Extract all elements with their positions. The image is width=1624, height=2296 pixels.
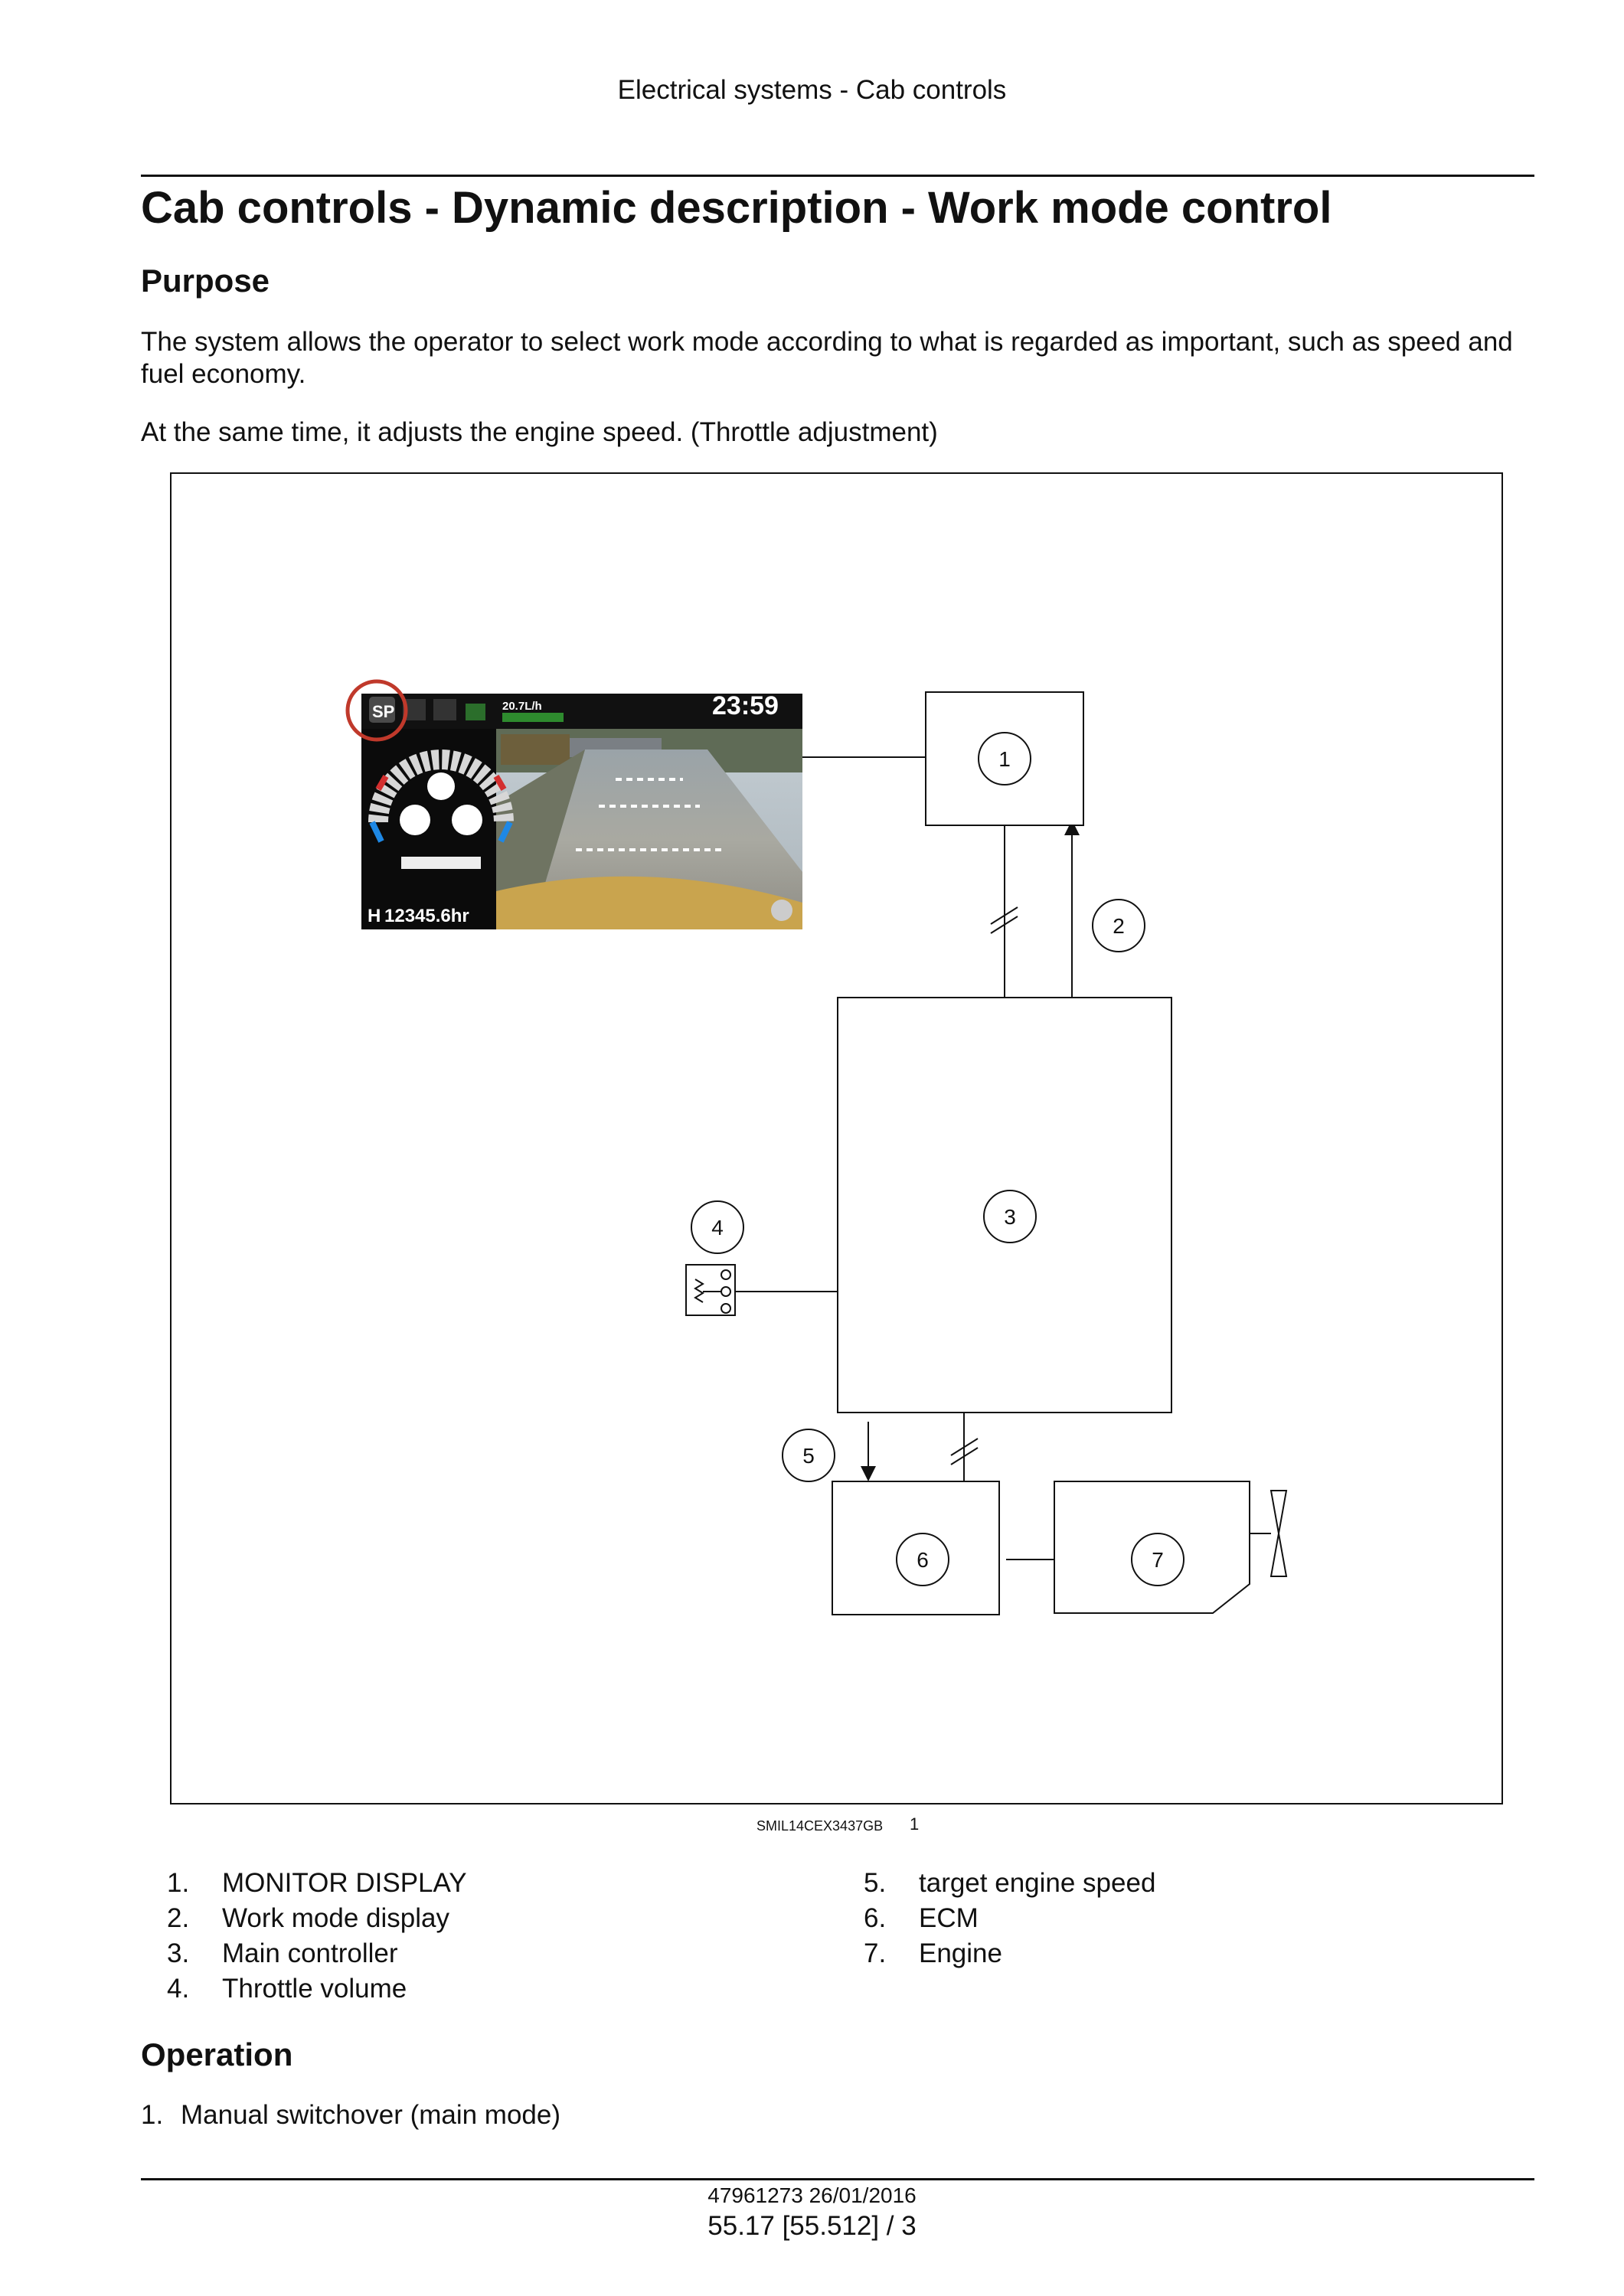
legend-number: 1. (167, 1868, 190, 1898)
fuel-rate-readout: 20.7L/h (502, 700, 542, 713)
purpose-heading: Purpose (141, 263, 270, 299)
svg-text:4: 4 (711, 1216, 724, 1239)
svg-text:3: 3 (1004, 1205, 1016, 1229)
figure-number: 1 (910, 1814, 920, 1834)
running-header: Electrical systems - Cab controls (617, 75, 1007, 105)
legend-number: 4. (167, 1974, 190, 2004)
engine-fan-symbol (1271, 1491, 1286, 1576)
figure-reference-code: SMIL14CEX3437GB (756, 1818, 884, 1834)
footer-page-reference: 55.17 [55.512] / 3 (707, 2211, 917, 2241)
legend-label: Engine (919, 1938, 1002, 1968)
legend-label: MONITOR DISPLAY (222, 1868, 467, 1898)
clock-readout: 23:59 (712, 691, 779, 720)
svg-text:7: 7 (1152, 1548, 1164, 1572)
legend-number: 2. (167, 1903, 190, 1933)
operation-item-number: 1. (141, 2100, 164, 2130)
legend-label: target engine speed (919, 1868, 1156, 1898)
footer-rule (141, 2178, 1534, 2180)
legend-number: 3. (167, 1938, 190, 1968)
throttle-volume-symbol (686, 1265, 735, 1315)
svg-text:1: 1 (998, 747, 1011, 771)
svg-text:6: 6 (917, 1548, 929, 1572)
legend-label: Main controller (222, 1938, 398, 1968)
operation-list-item (141, 2100, 560, 2131)
header-rule (141, 175, 1534, 177)
legend-label: ECM (919, 1903, 979, 1933)
legend-label: Work mode display (222, 1903, 449, 1933)
callout-1 (979, 733, 1031, 785)
operation-item-label: Manual switchover (main mode) (181, 2100, 561, 2130)
operation-heading: Operation (141, 2036, 293, 2072)
hour-meter-readout: H (368, 906, 381, 926)
legend-number: 5. (864, 1868, 887, 1898)
legend-number: 7. (864, 1938, 887, 1968)
callout-7 (1132, 1533, 1184, 1586)
work-mode-badge: SP (372, 702, 395, 721)
svg-text:5: 5 (802, 1444, 815, 1468)
callout-6 (897, 1533, 949, 1586)
legend-number: 6. (864, 1903, 887, 1933)
purpose-paragraph-2: At the same time, it adjusts the engine speed. (Throttle adjustment) (141, 417, 938, 447)
svg-text:12345.6hr: 12345.6hr (384, 906, 469, 926)
callout-4 (691, 1201, 743, 1253)
svg-text:2: 2 (1113, 914, 1125, 938)
footer-document-code: 47961273 26/01/2016 (707, 2183, 917, 2207)
monitor-display-image (361, 691, 802, 929)
callout-2 (1093, 900, 1145, 952)
purpose-paragraph-1: The system allows the operator to select work mode according to what is regarded as important, such as speed and fuel economy. (141, 327, 1513, 389)
page-title: Cab controls - Dynamic description - Work mode control (141, 183, 1332, 233)
work-mode-diagram (170, 472, 1503, 1804)
callout-5 (783, 1429, 835, 1481)
callout-3 (984, 1190, 1036, 1243)
legend-label: Throttle volume (222, 1974, 407, 2004)
